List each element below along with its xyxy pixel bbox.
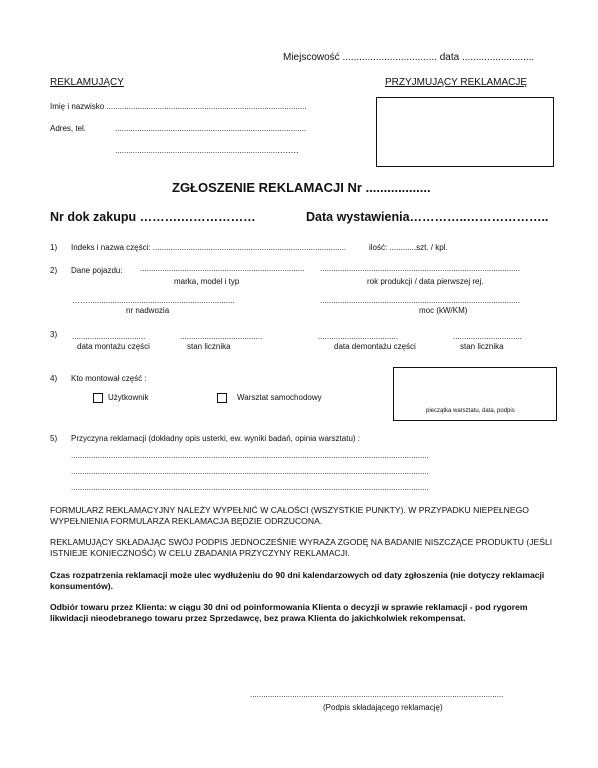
production-year-field[interactable]: .......................................................................................... [320,264,521,273]
name-field[interactable]: Imię i nazwisko .......................................................................................... [50,102,307,111]
receiver-stamp-box[interactable] [376,97,554,167]
signature-caption: (Podpis składającego reklamację) [323,703,443,712]
section-3-number: 3) [50,330,58,339]
part-index-field[interactable]: Indeks i nazwa części: ....................................................................................... [71,243,347,252]
user-option-label: Użytkownik [108,393,149,402]
workshop-option-label: Warsztat samochodowy [237,393,322,402]
workshop-checkbox[interactable] [217,393,227,403]
section-1-number: 1) [50,243,58,252]
address-field-2[interactable]: .........................................................................‥‥‥‥ [115,146,299,155]
removal-odometer-caption: stan licznika [460,342,504,351]
power-field[interactable]: .......................................................................................... [320,296,521,305]
make-model-caption: marka, model i typ [174,277,240,286]
removal-odometer-field[interactable]: ............................... [453,332,522,341]
form-title: ZGŁOSZENIE REKLAMACJI Nr .................. [172,180,431,195]
production-year-caption: rok produkcji / data pierwszej rej. [367,277,484,286]
vin-caption: nr nadwozia [126,306,170,315]
installer-label: Kto montował część : [71,374,147,383]
signature-field[interactable]: .................................................................................................................. [250,690,504,699]
processing-time-notice: Czas rozpatrzenia reklamacji może ulec wydłużeniu do 90 dni kalendarzowych od daty zgłoszenia (nie dotyczy reklamacji konsumentów). [50,570,545,591]
address-label: Adres, tel. [50,124,87,133]
section-2-number: 2) [50,266,58,275]
install-date-field[interactable]: ................................. [72,332,146,341]
workshop-stamp-caption: pieczątka warsztatu, data, podpis [426,408,515,414]
complaint-reason-line-2[interactable]: ................................................................................................................................................................. [71,467,429,476]
removal-date-caption: data demontażu części [334,342,416,351]
section-4-number: 4) [50,374,58,383]
completeness-notice: FORMULARZ REKLAMACYJNY NALEŻY WYPEŁNIĆ W CAŁOŚCI (WSZYSTKIE PUNKTY). W PRZYPADKU NIEPEŁNEGO WYPEŁNIENIA FORMULARZA REKLAMACJA BĘDZIE ODRZUCONA. [50,505,529,526]
make-model-field[interactable]: .......................................................................... [140,264,305,273]
purchase-doc-field[interactable]: Nr dok zakupu ……….……………… [50,210,256,224]
claimant-heading: REKLAMUJĄCY [50,77,124,88]
complaint-reason-label: Przyczyna reklamacji (dokładny opis usterki, ew. wyniki badań, opinia warsztatu) : [71,434,361,443]
install-odometer-caption: stan licznika [187,342,231,351]
power-caption: moc (kW/KM) [419,306,468,315]
install-odometer-field[interactable]: ..................................... [180,332,263,341]
install-date-caption: data montażu części [77,342,150,351]
section-5-number: 5) [50,434,58,443]
complaint-reason-line-3[interactable]: ................................................................................................................................................................. [71,483,429,492]
address-field-1[interactable]: ...................................................................................... [115,124,307,133]
issue-date-field[interactable]: Data wystawienia…………..……………….. [306,210,549,224]
pickup-notice: Odbiór towaru przez Klienta: w ciągu 30 dni od poinformowania Klienta o decyzji w sprawie reklamacji - pod rygorem likwidacji nieodebranego towaru przez Sprzedawcę, bez prawa Klienta do jakichkolwiek rekompensat. [50,602,528,623]
destructive-test-consent: REKLAMUJĄCY SKŁADAJĄC SWÓJ PODPIS JEDNOCZEŚNIE WYRAŻA ZGODĘ NA BADANIE NISZCZĄCE PRODUKTU (JEŚLI ISTNIEJE KONIECZNOŚĆ) W CELU ZBADANIA PRZYCZYNY REKLAMACJI. [50,537,553,558]
place-date-line[interactable]: Miejscowość .................................. data .......................... [283,52,535,63]
vehicle-data-label: Dane pojazdu: [71,266,123,275]
quantity-field[interactable]: ilość: ............szt. / kpl. [369,243,448,252]
complaint-reason-line-1[interactable]: ................................................................................................................................................................. [71,451,429,460]
receiver-heading: PRZYJMUJĄCY REKLAMACJĘ [385,77,528,88]
vin-field[interactable]: …….................................................................. [72,296,235,305]
user-checkbox[interactable] [93,393,103,403]
removal-date-field[interactable]: .................................... [318,332,399,341]
